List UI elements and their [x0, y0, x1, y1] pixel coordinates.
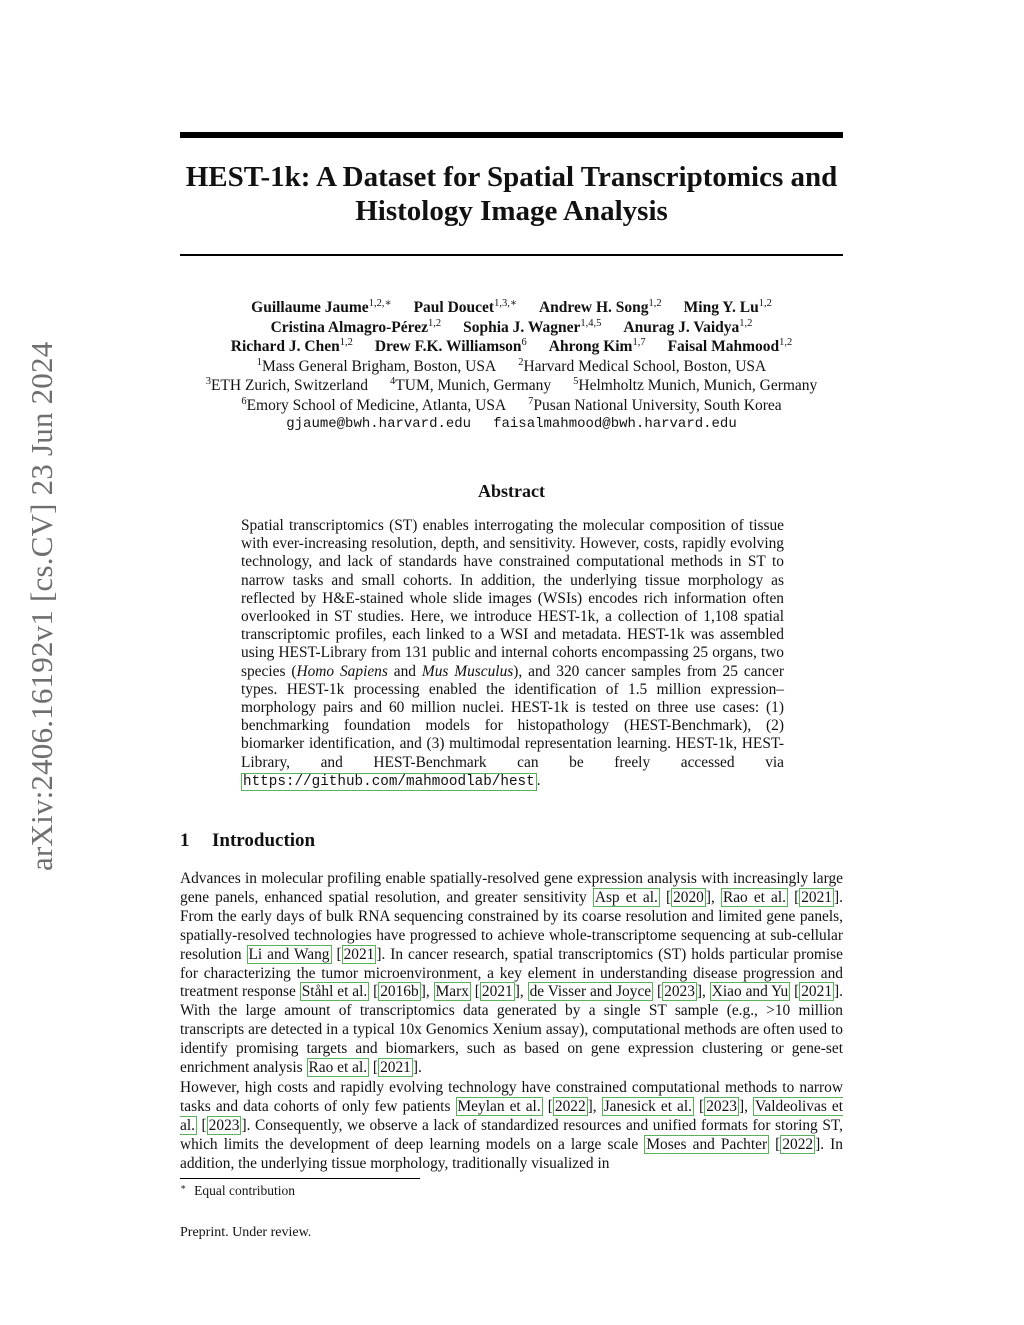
- author-row: [160, 337, 863, 357]
- author-row: [160, 298, 863, 318]
- citation-link[interactable]: 2016b: [380, 983, 419, 1001]
- citation-link[interactable]: Li and Wang: [248, 945, 330, 963]
- affiliation-marker: 1,2: [428, 317, 442, 329]
- author-name: Andrew H. Song: [538, 299, 649, 316]
- author-name: Paul Doucet: [413, 299, 495, 316]
- email[interactable]: gjaume@bwh.harvard.edu: [286, 416, 472, 432]
- email[interactable]: faisalmahmood@bwh.harvard.edu: [493, 416, 737, 432]
- citation-link[interactable]: Rao et al.: [722, 888, 786, 906]
- citation-link[interactable]: Rao et al.: [308, 1059, 368, 1077]
- author-row: [160, 318, 863, 338]
- citation-link[interactable]: Moses and Pachter: [646, 1135, 768, 1153]
- citation-link[interactable]: Janesick et al.: [603, 1097, 692, 1115]
- abstract-text: Spatial transcriptomics (ST) enables interrogating the molecular composition of tissue with ever-increasing resolution, depth, and sensitivity. However, costs, rapidly evolving technology, and lack of standards have constrained computational methods in ST to narrow tasks and small cohorts. In addition, the underlying tissue morphology as reflected by H&E-stained whole slide images (WSIs) encodes rich information often overlooked in ST studies. Here, we introduce HEST-1k, a collection of 1,108 spatial transcriptomic profiles, each linked to a WSI and metadata. HEST-1k was assembled using HEST-Library from 131 public and internal cohorts encompassing 25 organs, two species (Homo Sapiens and Mus Musculus), and 320 cancer samples from 25 cancer types. HEST-1k processing enabled the identification of 1.5 million expression–morphology pairs and 60 million nuclei. HEST-1k is tested on three use cases: (1) benchmarking foundation models for histopathology (HEST-Benchmark), (2) biomarker identification, and (3) multimodal representation learning. HEST-1k, HEST-Library, and HEST-Benchmark can be freely accessed via https://github.com/mahmoodlab/hest .: [241, 517, 784, 790]
- affiliation-marker: 1,2: [339, 337, 353, 348]
- citation-link[interactable]: 2021: [481, 983, 513, 1001]
- author-name: Ming Y. Lu: [683, 299, 759, 316]
- title-top-rule: [180, 132, 843, 138]
- affiliation-marker: 7: [528, 395, 534, 407]
- affiliation-marker: 1,2: [758, 298, 772, 309]
- affiliation-row: [160, 396, 863, 416]
- affiliation: TUM, Munich, Germany: [395, 377, 552, 394]
- intro-paragraph-1: Advances in molecular profiling enable spatially-resolved gene expression analysis with increasingly large gene panels, enhanced spatial resolution, and greater sensitivity Asp et al. [ 2020 ], Rao et al. [ 2021 ]. From the early days of bulk RNA sequencing constrained by its coarse resolution and limited gene panels, spatially-resolved technologies have progressed to achieve whole-transcriptome sequencing at sub-cellular resolution Li and Wang [ 2021 ]. In cancer research, spatial transcriptomics (ST) holds particular promise for characterizing the tumor microenvironment, a key element in understanding disease progression and treatment response Ståhl et al. [ 2016b ], Marx [ 2021 ], de Visser and Joyce [ 2023 ], Xiao and Yu [ 2021 ]. With the large amount of transcriptomics data generated by a single ST sample (e.g., >10 million transcripts are detected in a typical 10x Genomics Xenium assay), computational methods are often used to identify promising targets and biomarkers, such as based on gene expression clustering or gene-set enrichment analysis Rao et al. [ 2021 ].: [180, 870, 843, 1077]
- affiliation-marker: 1,2: [648, 298, 662, 309]
- species-name: Homo Sapiens: [296, 662, 388, 680]
- section-heading: 1 Introduction: [180, 830, 316, 851]
- citation-link[interactable]: de Visser and Joyce: [529, 983, 652, 1001]
- intro-paragraph-2: However, high costs and rapidly evolving technology have constrained computational methods to narrow tasks and data cohorts of only few patients Meylan et al. [ 2022 ], Janesick et al. [ 2023 ], Valdeolivas et al. [ 2023 ]. Consequently, we observe a lack of standardized resources and unified formats for storing ST, which limits the development of deep learning models on a large scale Moses and Pachter [ 2022 ]. In addition, the underlying tissue morphology, traditionally visualized in: [180, 1079, 843, 1172]
- affiliation-marker: 5: [573, 376, 579, 387]
- footnote: ∗ Equal contribution: [180, 1182, 295, 1198]
- citation-link[interactable]: 2023: [664, 983, 695, 1001]
- affiliation-marker: 6: [241, 395, 247, 407]
- affiliation-marker: 6: [521, 337, 527, 348]
- footnote-rule: [180, 1178, 420, 1179]
- author-name: Drew F.K. Williamson: [374, 338, 522, 355]
- paper-title: HEST-1k: A Dataset for Spatial Transcriptomics and Histology Image Analysis: [185, 161, 838, 227]
- citation-link[interactable]: 2021: [801, 983, 833, 1001]
- affiliation-marker: 3: [205, 376, 211, 387]
- author-name: Richard J. Chen: [230, 338, 340, 355]
- affiliation-row: [160, 357, 863, 377]
- citation-link[interactable]: 2023: [208, 1116, 240, 1134]
- affiliation-marker: 1: [256, 356, 262, 368]
- citation-link[interactable]: 2020: [673, 888, 704, 906]
- affiliation: Emory School of Medicine, Atlanta, USA: [246, 396, 507, 414]
- affiliation: ETH Zurich, Switzerland: [210, 377, 369, 394]
- affiliation-row: [160, 376, 863, 396]
- affiliation-marker: 1,3,∗: [494, 298, 517, 309]
- citation-link[interactable]: 2022: [782, 1135, 814, 1153]
- citation-link[interactable]: Marx: [435, 983, 469, 1001]
- citation-link[interactable]: 2021: [343, 945, 375, 963]
- author-block: [160, 298, 863, 435]
- preprint-note: Preprint. Under review.: [180, 1225, 312, 1240]
- affiliation-marker: 1,2: [779, 337, 793, 348]
- author-name: Cristina Almagro-Pérez: [270, 318, 428, 336]
- github-link[interactable]: https://github.com/mahmoodlab/hest: [243, 773, 535, 790]
- author-name: Anurag J. Vaidya: [623, 318, 740, 336]
- arxiv-side-label: arXiv:2406.16192v1 [cs.CV] 23 Jun 2024: [24, 341, 59, 871]
- citation-link[interactable]: Xiao and Yu: [711, 983, 789, 1001]
- citation-link[interactable]: Asp et al.: [594, 888, 658, 906]
- citation-link[interactable]: Ståhl et al.: [301, 983, 368, 1001]
- citation-link[interactable]: Valdeolivas et al.: [180, 1097, 843, 1134]
- affiliation: Mass General Brigham, Boston, USA: [261, 357, 497, 375]
- affiliation-marker: 1,4,5: [580, 317, 602, 329]
- affiliation-marker: 2: [518, 356, 524, 368]
- species-name: Mus Musculus: [421, 662, 514, 680]
- citation-link[interactable]: 2021: [801, 888, 832, 906]
- abstract-heading: Abstract: [478, 481, 545, 501]
- author-name: Ahrong Kim: [548, 338, 633, 355]
- email-row: [160, 415, 863, 435]
- affiliation: Helmholtz Munich, Munich, Germany: [578, 377, 818, 394]
- affiliation: Pusan National University, South Korea: [533, 396, 782, 414]
- affiliation: Harvard Medical School, Boston, USA: [523, 357, 767, 375]
- author-name: Sophia J. Wagner: [463, 318, 581, 336]
- affiliation-marker: 1,2,∗: [368, 298, 392, 309]
- affiliation-marker: 1,2: [739, 317, 753, 329]
- affiliation-marker: 1,7: [632, 337, 646, 348]
- citation-link[interactable]: 2022: [554, 1097, 586, 1115]
- author-name: Faisal Mahmood: [667, 338, 780, 355]
- title-bottom-rule: [180, 254, 843, 256]
- citation-link[interactable]: 2021: [380, 1059, 411, 1077]
- citation-link[interactable]: Meylan et al.: [457, 1097, 541, 1115]
- affiliation-marker: 4: [390, 376, 396, 387]
- citation-link[interactable]: 2023: [706, 1097, 737, 1115]
- author-name: Guillaume Jaume: [251, 299, 369, 316]
